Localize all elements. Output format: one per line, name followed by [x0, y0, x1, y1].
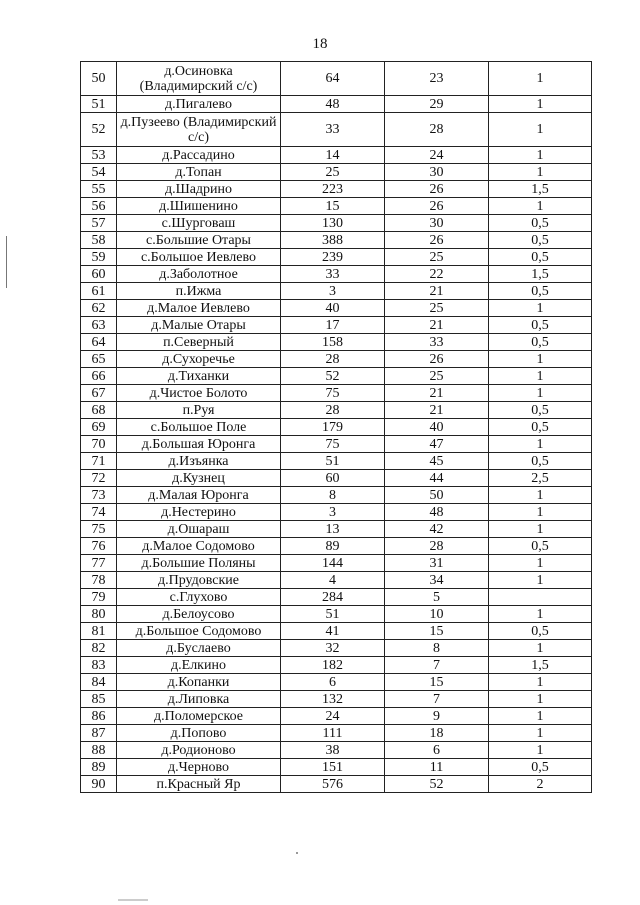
- table-row: [81, 504, 592, 521]
- table-row: [81, 538, 592, 555]
- cell-value-c: 1: [489, 521, 592, 538]
- cell-value-b: 21: [385, 385, 489, 402]
- cell-settlement: д.Сухоречье: [117, 351, 281, 368]
- table-row: [81, 198, 592, 215]
- cell-value-b: 25: [385, 368, 489, 385]
- cell-number: 90: [81, 776, 117, 793]
- cell-value-c: 1: [489, 691, 592, 708]
- cell-number: 57: [81, 215, 117, 232]
- cell-number: 66: [81, 368, 117, 385]
- cell-value-a: 182: [281, 657, 385, 674]
- cell-settlement: д.Шадрино: [117, 181, 281, 198]
- table-row: [81, 300, 592, 317]
- cell-settlement: д.Родионово: [117, 742, 281, 759]
- cell-settlement: д.Поломерское: [117, 708, 281, 725]
- table-row: [81, 249, 592, 266]
- cell-value-b: 24: [385, 147, 489, 164]
- cell-value-a: 132: [281, 691, 385, 708]
- table-row: [81, 385, 592, 402]
- cell-number: 78: [81, 572, 117, 589]
- table-row: [81, 487, 592, 504]
- cell-settlement: д.Кузнец: [117, 470, 281, 487]
- cell-value-b: 28: [385, 538, 489, 555]
- cell-settlement: д.Малые Отары: [117, 317, 281, 334]
- table-row: [81, 742, 592, 759]
- cell-value-c: 1,5: [489, 266, 592, 283]
- cell-settlement: д.Нестерино: [117, 504, 281, 521]
- cell-value-b: 15: [385, 623, 489, 640]
- cell-settlement: д.Прудовские: [117, 572, 281, 589]
- table-row: [81, 708, 592, 725]
- cell-value-c: 1: [489, 62, 592, 96]
- cell-number: 62: [81, 300, 117, 317]
- cell-value-c: 0,5: [489, 759, 592, 776]
- cell-value-a: 223: [281, 181, 385, 198]
- cell-number: 75: [81, 521, 117, 538]
- table-row: [81, 62, 592, 96]
- cell-value-a: 89: [281, 538, 385, 555]
- table-row: [81, 283, 592, 300]
- cell-settlement: д.Малая Юронга: [117, 487, 281, 504]
- cell-value-b: 28: [385, 113, 489, 147]
- cell-value-a: 144: [281, 555, 385, 572]
- cell-value-c: 1: [489, 385, 592, 402]
- table-row: [81, 181, 592, 198]
- cell-settlement: д.Большие Поляны: [117, 555, 281, 572]
- cell-value-c: 1: [489, 198, 592, 215]
- cell-value-a: 13: [281, 521, 385, 538]
- cell-value-c: 1: [489, 708, 592, 725]
- table-row: [81, 674, 592, 691]
- cell-settlement: д.Изъянка: [117, 453, 281, 470]
- table-row: [81, 776, 592, 793]
- cell-value-a: 158: [281, 334, 385, 351]
- cell-value-b: 23: [385, 62, 489, 96]
- cell-value-c: 1: [489, 555, 592, 572]
- cell-value-c: 0,5: [489, 419, 592, 436]
- cell-value-b: 25: [385, 300, 489, 317]
- table-row: [81, 317, 592, 334]
- cell-value-a: 25: [281, 164, 385, 181]
- cell-settlement: д.Малое Содомово: [117, 538, 281, 555]
- cell-settlement: п.Руя: [117, 402, 281, 419]
- cell-settlement: с.Большое Поле: [117, 419, 281, 436]
- cell-settlement: д.Белоусово: [117, 606, 281, 623]
- cell-number: 71: [81, 453, 117, 470]
- cell-number: 76: [81, 538, 117, 555]
- cell-value-a: 15: [281, 198, 385, 215]
- table-row: [81, 640, 592, 657]
- cell-settlement: д.Большое Содомово: [117, 623, 281, 640]
- cell-settlement: с.Большое Иевлево: [117, 249, 281, 266]
- table-row: [81, 419, 592, 436]
- cell-number: 52: [81, 113, 117, 147]
- cell-value-c: 1: [489, 640, 592, 657]
- cell-settlement: д.Копанки: [117, 674, 281, 691]
- cell-value-c: 0,5: [489, 453, 592, 470]
- cell-value-a: 3: [281, 504, 385, 521]
- cell-value-b: 21: [385, 283, 489, 300]
- cell-settlement: д.Елкино: [117, 657, 281, 674]
- cell-value-b: 21: [385, 317, 489, 334]
- cell-value-c: 1: [489, 164, 592, 181]
- cell-value-c: 2: [489, 776, 592, 793]
- cell-value-c: [489, 589, 592, 606]
- cell-value-b: 15: [385, 674, 489, 691]
- cell-value-c: 1: [489, 368, 592, 385]
- cell-number: 86: [81, 708, 117, 725]
- table-row: [81, 351, 592, 368]
- cell-number: 74: [81, 504, 117, 521]
- cell-value-a: 8: [281, 487, 385, 504]
- cell-value-c: 1: [489, 606, 592, 623]
- cell-value-b: 25: [385, 249, 489, 266]
- cell-number: 51: [81, 96, 117, 113]
- cell-value-c: 0,5: [489, 232, 592, 249]
- cell-value-b: 26: [385, 351, 489, 368]
- cell-value-a: 239: [281, 249, 385, 266]
- cell-value-c: 1: [489, 436, 592, 453]
- table-row: [81, 96, 592, 113]
- cell-settlement: д.Топан: [117, 164, 281, 181]
- cell-value-c: 1,5: [489, 181, 592, 198]
- cell-value-b: 48: [385, 504, 489, 521]
- cell-value-b: 33: [385, 334, 489, 351]
- cell-number: 81: [81, 623, 117, 640]
- cell-value-a: 284: [281, 589, 385, 606]
- cell-settlement: д.Рассадино: [117, 147, 281, 164]
- table-row: [81, 725, 592, 742]
- cell-value-c: 0,5: [489, 623, 592, 640]
- cell-value-a: 33: [281, 266, 385, 283]
- cell-settlement: п.Ижма: [117, 283, 281, 300]
- cell-value-b: 31: [385, 555, 489, 572]
- cell-number: 64: [81, 334, 117, 351]
- cell-number: 65: [81, 351, 117, 368]
- cell-value-b: 6: [385, 742, 489, 759]
- cell-value-a: 179: [281, 419, 385, 436]
- cell-value-a: 111: [281, 725, 385, 742]
- cell-value-b: 52: [385, 776, 489, 793]
- cell-value-a: 41: [281, 623, 385, 640]
- cell-value-b: 30: [385, 164, 489, 181]
- table-row: [81, 215, 592, 232]
- cell-value-c: 1: [489, 113, 592, 147]
- cell-number: 68: [81, 402, 117, 419]
- cell-number: 72: [81, 470, 117, 487]
- cell-settlement: д.Большая Юронга: [117, 436, 281, 453]
- cell-value-c: 0,5: [489, 402, 592, 419]
- cell-value-c: 2,5: [489, 470, 592, 487]
- cell-number: 63: [81, 317, 117, 334]
- cell-value-c: 1: [489, 96, 592, 113]
- cell-value-c: 0,5: [489, 334, 592, 351]
- cell-value-b: 45: [385, 453, 489, 470]
- cell-value-c: 1: [489, 504, 592, 521]
- cell-number: 59: [81, 249, 117, 266]
- cell-number: 54: [81, 164, 117, 181]
- cell-value-a: 4: [281, 572, 385, 589]
- cell-value-b: 40: [385, 419, 489, 436]
- cell-value-a: 32: [281, 640, 385, 657]
- table-row: [81, 657, 592, 674]
- cell-number: 85: [81, 691, 117, 708]
- table-row: [81, 589, 592, 606]
- table-row: [81, 164, 592, 181]
- cell-settlement: п.Северный: [117, 334, 281, 351]
- cell-value-a: 75: [281, 436, 385, 453]
- cell-value-a: 28: [281, 351, 385, 368]
- cell-value-a: 51: [281, 453, 385, 470]
- cell-value-b: 7: [385, 657, 489, 674]
- cell-value-a: 60: [281, 470, 385, 487]
- cell-number: 60: [81, 266, 117, 283]
- cell-number: 56: [81, 198, 117, 215]
- cell-number: 70: [81, 436, 117, 453]
- cell-value-a: 75: [281, 385, 385, 402]
- cell-value-b: 29: [385, 96, 489, 113]
- cell-number: 53: [81, 147, 117, 164]
- table-row: [81, 232, 592, 249]
- cell-value-b: 5: [385, 589, 489, 606]
- cell-value-c: 0,5: [489, 538, 592, 555]
- cell-value-b: 34: [385, 572, 489, 589]
- cell-number: 83: [81, 657, 117, 674]
- cell-settlement: п.Красный Яр: [117, 776, 281, 793]
- cell-value-c: 1: [489, 147, 592, 164]
- cell-value-c: 1,5: [489, 657, 592, 674]
- cell-value-a: 48: [281, 96, 385, 113]
- cell-settlement: д.Малое Иевлево: [117, 300, 281, 317]
- cell-value-a: 17: [281, 317, 385, 334]
- cell-value-a: 130: [281, 215, 385, 232]
- table-row: [81, 266, 592, 283]
- cell-settlement: д.Тиханки: [117, 368, 281, 385]
- cell-settlement: с.Шурговаш: [117, 215, 281, 232]
- cell-settlement: д.Попово: [117, 725, 281, 742]
- cell-number: 73: [81, 487, 117, 504]
- table-row: [81, 334, 592, 351]
- cell-number: 58: [81, 232, 117, 249]
- table-row: [81, 606, 592, 623]
- cell-value-b: 8: [385, 640, 489, 657]
- cell-value-a: 28: [281, 402, 385, 419]
- page-number: 18: [312, 36, 328, 52]
- cell-number: 80: [81, 606, 117, 623]
- cell-value-c: 1: [489, 351, 592, 368]
- cell-value-b: 7: [385, 691, 489, 708]
- cell-settlement: с.Глухово: [117, 589, 281, 606]
- cell-number: 50: [81, 62, 117, 96]
- cell-value-b: 30: [385, 215, 489, 232]
- cell-value-a: 576: [281, 776, 385, 793]
- cell-value-c: 1: [489, 742, 592, 759]
- cell-value-b: 42: [385, 521, 489, 538]
- cell-value-a: 52: [281, 368, 385, 385]
- table-row: [81, 147, 592, 164]
- table-row: [81, 759, 592, 776]
- scan-dot: [296, 852, 298, 854]
- cell-settlement: д.Пигалево: [117, 96, 281, 113]
- cell-settlement: д.Чистое Болото: [117, 385, 281, 402]
- cell-value-b: 22: [385, 266, 489, 283]
- cell-value-b: 26: [385, 232, 489, 249]
- cell-number: 88: [81, 742, 117, 759]
- cell-number: 87: [81, 725, 117, 742]
- cell-value-b: 18: [385, 725, 489, 742]
- cell-value-b: 47: [385, 436, 489, 453]
- cell-value-c: 1: [489, 300, 592, 317]
- cell-settlement: д.Липовка: [117, 691, 281, 708]
- cell-number: 69: [81, 419, 117, 436]
- table-row: [81, 623, 592, 640]
- cell-settlement: д.Черново: [117, 759, 281, 776]
- cell-value-a: 388: [281, 232, 385, 249]
- cell-value-c: 1: [489, 487, 592, 504]
- cell-value-a: 14: [281, 147, 385, 164]
- cell-settlement: с.Большие Отары: [117, 232, 281, 249]
- cell-number: 67: [81, 385, 117, 402]
- cell-settlement: д.Ошараш: [117, 521, 281, 538]
- cell-value-c: 0,5: [489, 215, 592, 232]
- cell-value-b: 44: [385, 470, 489, 487]
- cell-value-c: 0,5: [489, 283, 592, 300]
- cell-value-c: 1: [489, 572, 592, 589]
- table-body: [81, 62, 592, 793]
- cell-value-b: 9: [385, 708, 489, 725]
- table-row: [81, 572, 592, 589]
- cell-settlement: д.Осиновка (Владимирский с/с): [117, 62, 281, 96]
- cell-settlement: д.Шишенино: [117, 198, 281, 215]
- cell-value-a: 64: [281, 62, 385, 96]
- cell-number: 55: [81, 181, 117, 198]
- cell-number: 82: [81, 640, 117, 657]
- scan-edge-mark: [118, 899, 148, 901]
- cell-settlement: д.Заболотное: [117, 266, 281, 283]
- table-row: [81, 113, 592, 147]
- cell-number: 89: [81, 759, 117, 776]
- table-row: [81, 691, 592, 708]
- cell-value-a: 24: [281, 708, 385, 725]
- cell-value-b: 11: [385, 759, 489, 776]
- table-row: [81, 436, 592, 453]
- cell-value-b: 26: [385, 181, 489, 198]
- table-row: [81, 402, 592, 419]
- cell-number: 79: [81, 589, 117, 606]
- cell-value-b: 21: [385, 402, 489, 419]
- settlements-table: [80, 61, 592, 793]
- cell-settlement: д.Буслаево: [117, 640, 281, 657]
- cell-value-c: 1: [489, 725, 592, 742]
- table-row: [81, 453, 592, 470]
- table-row: [81, 555, 592, 572]
- table-row: [81, 521, 592, 538]
- cell-number: 77: [81, 555, 117, 572]
- cell-value-a: 6: [281, 674, 385, 691]
- cell-number: 61: [81, 283, 117, 300]
- cell-value-b: 26: [385, 198, 489, 215]
- cell-value-b: 10: [385, 606, 489, 623]
- cell-value-a: 38: [281, 742, 385, 759]
- cell-value-b: 50: [385, 487, 489, 504]
- cell-number: 84: [81, 674, 117, 691]
- cell-value-a: 33: [281, 113, 385, 147]
- cell-value-c: 0,5: [489, 249, 592, 266]
- table-row: [81, 470, 592, 487]
- cell-settlement: д.Пузеево (Владимирский с/с): [117, 113, 281, 147]
- cell-value-a: 40: [281, 300, 385, 317]
- cell-value-c: 1: [489, 674, 592, 691]
- cell-value-c: 0,5: [489, 317, 592, 334]
- table-row: [81, 368, 592, 385]
- cell-value-a: 151: [281, 759, 385, 776]
- cell-value-a: 51: [281, 606, 385, 623]
- scan-margin-mark: [6, 236, 7, 288]
- cell-value-a: 3: [281, 283, 385, 300]
